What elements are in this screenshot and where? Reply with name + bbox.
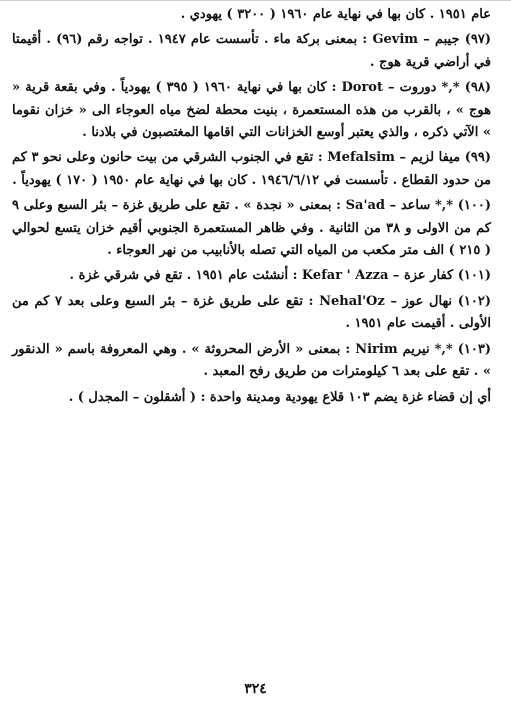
page-number: ٣٢٤ [244, 681, 267, 697]
paragraph-entry-98: (٩٨) *,* دوروت – Dorot : كان بها في نهاية ١٩٦٠ ( ٣٩٥ ) يهودياً . وفي بقعة قرية « هوج » ، بالقرب من هذه المستعمرة ، بنيت محطة لضخ مياه العوجاء الى « خزان نقوما » الآتي ذكره ، والذي يعتبر أوسع الخزانات التي اقامها المغتصبون في بلادنا . [12, 80, 491, 141]
paragraph-entry-101: (١٠١) كفار عزة – Kefar ' Azza : أنشئت عام ١٩٥١ . تقع في شرقي غزة . [69, 268, 491, 284]
paragraph-summary: أي إن قضاء غزة يضم ١٠٣ قلاع يهودية ومدينة واحدة : ( أشقلون – المجدل ) . [68, 389, 491, 405]
paragraph-entry-102: (١٠٢) نهال عوز – Nehal'Oz : تقع على طريق غزة – بئر السبع وعلى بعد ٧ كم من الأولى . أقيمت عام ١٩٥١ . [12, 293, 491, 332]
paragraph-entry-97: (٩٧) جيبم – Gevim : بمعنى بركة ماء . تأسست عام ١٩٤٧ . تواجه رقم (٩٦) . أقيمتا في أراضي قرية هوج . [12, 32, 491, 70]
paragraph-entry-100: (١٠٠) *,* ساعد – Sa'ad : بمعنى « نجدة » . تقع على طريق غزة – بئر السبع وعلى ٩ كم من الاولى و ٣٨ من الثانية . وفي ظاهر المستعمرة الجنوبي أقيم خزان يتسع لحوالي ( ٢١٥ ) الف متر مكعب من المياه التي تصله بالأنابيب من نهر العوجاء . [12, 198, 492, 259]
body-text [12, 4, 491, 412]
paragraph-entry-99: (٩٩) ميفا لزيم – Mefalsim : تقع في الجنوب الشرقي من بيت حانون وعلى نحو ٣ كم من حدود القطاع . تأسست في ١٩٤٦/٦/١٢ . كان بها في نهاية عام ١٩٥٠ ( ١٧٠ ) يهودياً . [12, 150, 491, 188]
paragraph-continuation: عام ١٩٥١ . كان بها في نهاية عام ١٩٦٠ ( ٣٢٠٠ ) يهودي . [180, 7, 491, 22]
paragraph-entry-103: (١٠٣) *,* نيريم Nirim : بمعنى « الأرض المحروثة » . وهي المعروفة باسم « الدنقور » . تقع على بعد ٦ كيلومترات من طريق رفح المعبد . [12, 341, 491, 380]
